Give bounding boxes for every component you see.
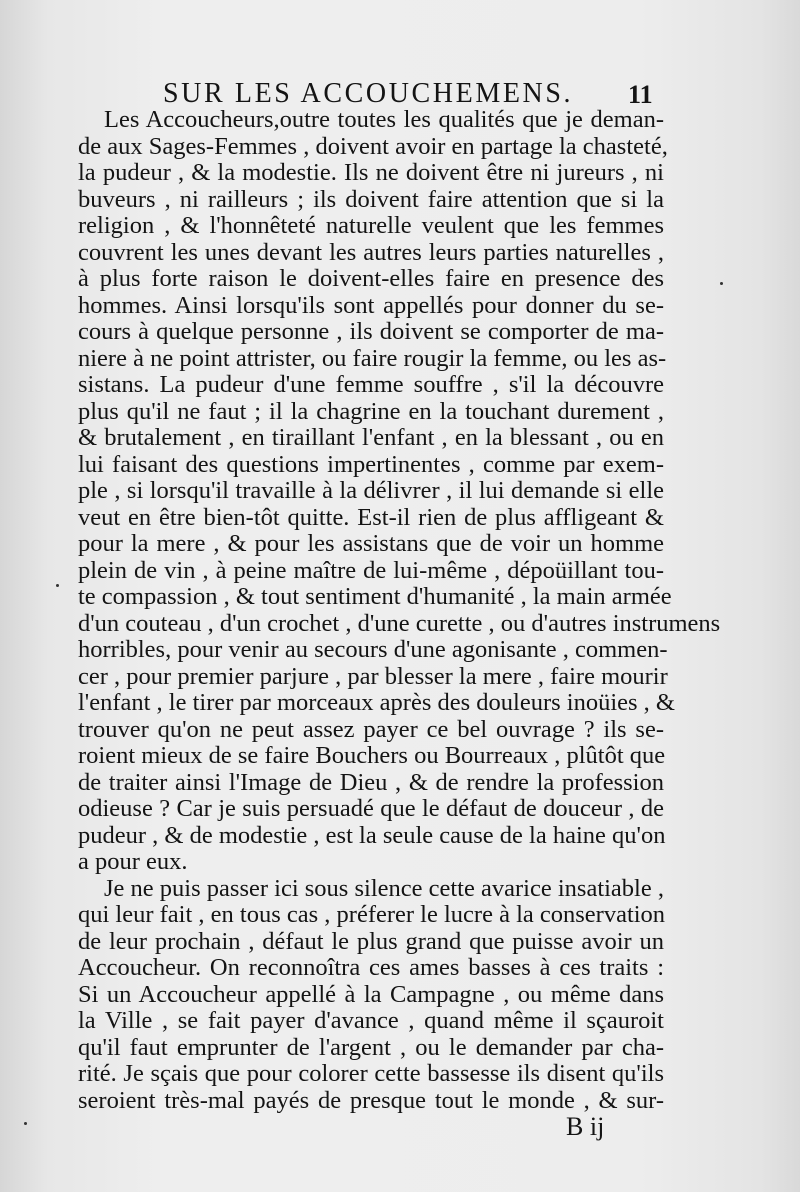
text-line: seroient très-mal payés de presque tout le monde , & sur- bbox=[78, 1087, 664, 1114]
text-line: la pudeur , & la modestie. Ils ne doivent être ni jureurs , ni bbox=[78, 159, 664, 186]
text-line: Si un Accoucheur appellé à la Campagne , ou même dans bbox=[78, 981, 664, 1008]
text-line: Les Accoucheurs,outre toutes les qualités que je deman- bbox=[104, 106, 664, 133]
page-number: 11 bbox=[628, 80, 653, 109]
text-line: a pour eux. bbox=[78, 848, 188, 875]
text-line: sistans. La pudeur d'une femme souffre , s'il la découvre bbox=[78, 371, 664, 398]
text-line: de aux Sages-Femmes , doivent avoir en partage la chasteté, bbox=[78, 133, 668, 160]
text-line: odieuse ? Car je suis persuadé que le défaut de douceur , de bbox=[78, 795, 664, 822]
text-line: ple , si lorsqu'il travaille à la délivrer , il lui demande si elle bbox=[78, 477, 664, 504]
text-line: de traiter ainsi l'Image de Dieu , & de rendre la profession bbox=[78, 769, 664, 796]
ink-speck bbox=[720, 282, 723, 285]
text-line: te compassion , & tout sentiment d'humanité , la main armée bbox=[78, 583, 672, 610]
text-line: cours à quelque personne , ils doivent se comporter de ma- bbox=[78, 318, 664, 345]
text-line: l'enfant , le tirer par morceaux après des douleurs inoüies , & bbox=[78, 689, 675, 716]
text-line: roient mieux de se faire Bouchers ou Bourreaux , plûtôt que bbox=[78, 742, 666, 769]
text-line: la Ville , se fait payer d'avance , quand même il sçauroit bbox=[78, 1007, 664, 1034]
text-line: Je ne puis passer ici sous silence cette avarice insatiable , bbox=[104, 875, 664, 902]
ink-speck bbox=[56, 584, 59, 587]
text-line: rité. Je sçais que pour colorer cette bassesse ils disent qu'ils bbox=[78, 1060, 664, 1087]
signature-mark: B ij bbox=[566, 1112, 605, 1141]
text-line: & brutalement , en tiraillant l'enfant , en la blessant , ou en bbox=[78, 424, 664, 451]
text-line: couvrent les unes devant les autres leurs parties naturelles , bbox=[78, 239, 664, 266]
text-line: de leur prochain , défaut le plus grand que puisse avoir un bbox=[78, 928, 664, 955]
text-line: d'un couteau , d'un crochet , d'une curette , ou d'autres instrumens bbox=[78, 610, 721, 637]
running-head: SUR LES ACCOUCHEMENS. bbox=[163, 78, 574, 109]
text-line: pudeur , & de modestie , est la seule cause de la haine qu'on bbox=[78, 822, 666, 849]
text-line: pour la mere , & pour les assistans que de voir un homme bbox=[78, 530, 664, 557]
text-line: buveurs , ni railleurs ; ils doivent faire attention que si la bbox=[78, 186, 664, 213]
text-line: lui faisant des questions impertinentes , comme par exem- bbox=[78, 451, 664, 478]
text-line: plus qu'il ne faut ; il la chagrine en la touchant durement , bbox=[78, 398, 664, 425]
text-line: horribles, pour venir au secours d'une agonisante , commen- bbox=[78, 636, 668, 663]
ink-speck bbox=[24, 1122, 27, 1125]
text-line: hommes. Ainsi lorsqu'ils sont appellés pour donner du se- bbox=[78, 292, 664, 319]
text-line: qu'il faut emprunter de l'argent , ou le demander par cha- bbox=[78, 1034, 664, 1061]
text-line: niere à ne point attrister, ou faire rougir la femme, ou les as- bbox=[78, 345, 667, 372]
text-line: cer , pour premier parjure , par blesser la mere , faire mourir bbox=[78, 663, 668, 690]
text-line: Accoucheur. On reconnoîtra ces ames basses à ces traits : bbox=[78, 954, 664, 981]
text-line: à plus forte raison le doivent-elles faire en presence des bbox=[78, 265, 664, 292]
text-line: veut en être bien-tôt quitte. Est-il rien de plus affligeant & bbox=[78, 504, 664, 531]
text-line: qui leur fait , en tous cas , préferer le lucre à la conservation bbox=[78, 901, 666, 928]
text-line: religion , & l'honnêteté naturelle veulent que les femmes bbox=[78, 212, 664, 239]
text-line: trouver qu'on ne peut assez payer ce bel ouvrage ? ils se- bbox=[78, 716, 664, 743]
text-line: plein de vin , à peine maître de lui-même , dépoüillant tou- bbox=[78, 557, 664, 584]
